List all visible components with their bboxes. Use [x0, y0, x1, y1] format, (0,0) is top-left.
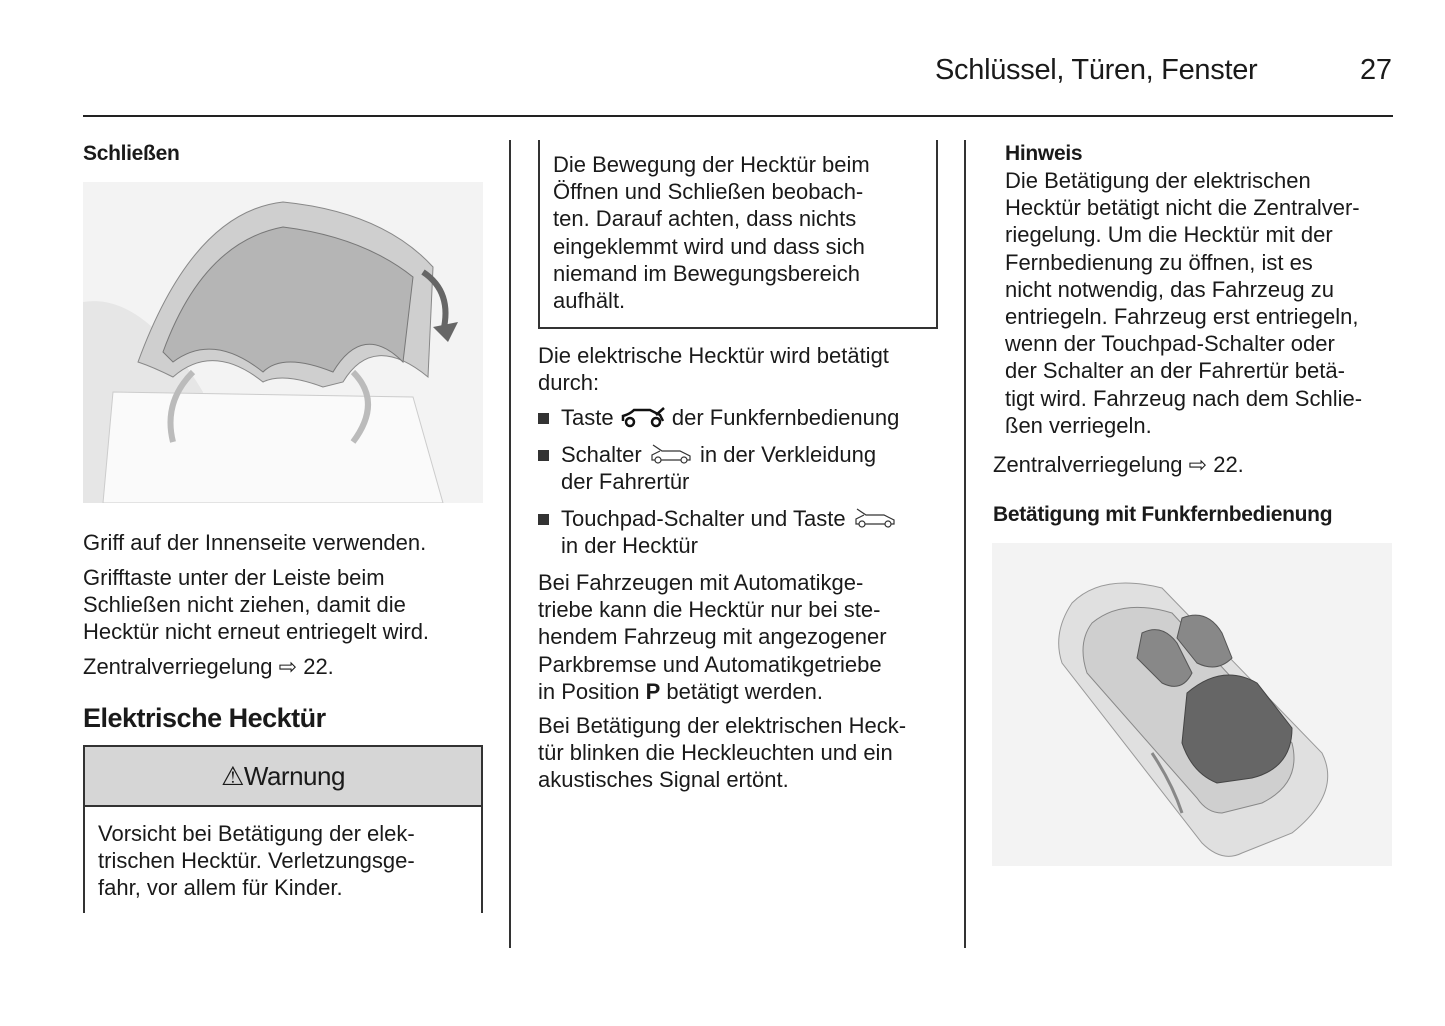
list-item [538, 404, 899, 431]
paragraph [538, 342, 889, 396]
text-line: Vorsicht bei Betätigung der elek- [98, 821, 415, 846]
text-line: trischen Hecktür. Verletzungsge- [98, 848, 415, 874]
list-text: Taste [561, 405, 614, 430]
text-line: Schließen nicht ziehen, damit die [83, 592, 406, 618]
text-line: akustisches Signal ertönt. [538, 767, 789, 793]
warning-header [85, 747, 481, 807]
text-line: der Schalter an der Fahrertür betä- [1005, 358, 1345, 384]
warning-text [85, 807, 481, 902]
bullet [538, 514, 549, 525]
text-line: nicht notwendig, das Fahrzeug zu [1005, 276, 1334, 302]
text-line: aufhält. [553, 287, 626, 313]
tailgate-illustration [83, 182, 483, 503]
warning-title: Warnung [243, 760, 345, 791]
cross-reference-link[interactable]: Zentralverriegelung ⇨ 22. [83, 654, 334, 679]
text-line: Öffnen und Schließen beobach- [553, 179, 864, 205]
paragraph [538, 712, 906, 794]
text-line: Griff auf der Innenseite verwenden. [83, 530, 427, 555]
cross-reference-link[interactable]: Zentralverriegelung ⇨ 22. [993, 452, 1244, 477]
text-line: niemand im Bewegungsbereich [553, 260, 860, 286]
text-line: riegelung. Um die Hecktür mit der [1005, 222, 1333, 248]
column-divider [964, 140, 966, 948]
key-fob-illustration [992, 543, 1392, 866]
paragraph-line [538, 678, 823, 705]
text-line: Die elektrische Hecktür wird betätigt [538, 343, 889, 368]
section-heading-funkfernbedienung: Betätigung mit Funkfernbedienung [993, 503, 1333, 526]
page-number: 27 [1360, 54, 1392, 86]
text-line: fahr, vor allem für Kinder. [98, 875, 343, 901]
text-line: Parkbremse und Automatikgetriebe [538, 651, 882, 677]
section-heading-schliessen: Schließen [83, 142, 180, 165]
tailgate-switch-icon [648, 443, 694, 465]
list-text: Touchpad-Schalter und Taste [561, 506, 846, 531]
paragraph [538, 569, 887, 678]
text-line: hendem Fahrzeug mit angezogener [538, 624, 887, 650]
text-line: tigt wird. Fahrzeug nach dem Schlie- [1005, 385, 1363, 411]
text-line: Die Betätigung der elektrischen [1005, 168, 1311, 193]
list-item [538, 441, 876, 495]
column-divider [509, 140, 511, 948]
text-line: Hecktür betätigt nicht die Zentralver- [1005, 195, 1360, 221]
text-line: durch: [538, 370, 600, 396]
list-text: der Funkfernbedienung [671, 405, 900, 430]
text-line: eingeklemmt wird und dass sich [553, 233, 865, 259]
header-rule [83, 115, 1393, 117]
text-line: Grifftaste unter der Leiste beim [83, 565, 385, 590]
bullet [538, 413, 549, 424]
section-heading-elektrische-hecktuer: Elektrische Hecktür [83, 703, 326, 733]
text-line: ßen verriegeln. [1005, 412, 1152, 438]
text-line: wenn der Touchpad-Schalter oder [1005, 331, 1335, 357]
text-line: tür blinken die Heckleuchten und ein [538, 740, 893, 766]
text-line: entriegeln. Fahrzeug erst entriegeln, [1005, 303, 1359, 329]
note-title: Hinweis [1005, 142, 1083, 165]
text-line: ten. Darauf achten, dass nichts [553, 206, 857, 232]
text-line: Bei Fahrzeugen mit Automatikge- [538, 570, 864, 595]
caution-text [540, 140, 936, 314]
bullet [538, 450, 549, 461]
warning-box [83, 745, 483, 913]
paragraph [83, 529, 426, 556]
warning-triangle-icon: ⚠ [221, 760, 244, 791]
paragraph [83, 564, 429, 646]
text: in Position [538, 679, 646, 704]
list-text: der Fahrertür [561, 469, 690, 495]
list-text: in der Hecktür [561, 533, 698, 559]
list-text: Schalter [561, 442, 642, 467]
text-line: Bei Betätigung der elektrischen Heck- [538, 713, 907, 738]
text-line: triebe kann die Hecktür nur bei ste- [538, 597, 881, 623]
text-line: Hecktür nicht erneut entriegelt wird. [83, 619, 430, 645]
text: betätigt werden. [660, 679, 823, 704]
caution-box [538, 140, 938, 329]
text-line: Fernbedienung zu öffnen, ist es [1005, 249, 1313, 275]
chapter-title: Schlüssel, Türen, Fenster [935, 54, 1258, 86]
list-item [538, 505, 898, 559]
note-text [1005, 167, 1362, 439]
list-text: in der Verkleidung [699, 442, 877, 467]
tailgate-switch-icon [852, 507, 898, 529]
tailgate-button-icon [620, 406, 666, 428]
text-line: Die Bewegung der Hecktür beim [553, 152, 870, 177]
gear-position-p: P [645, 679, 661, 704]
